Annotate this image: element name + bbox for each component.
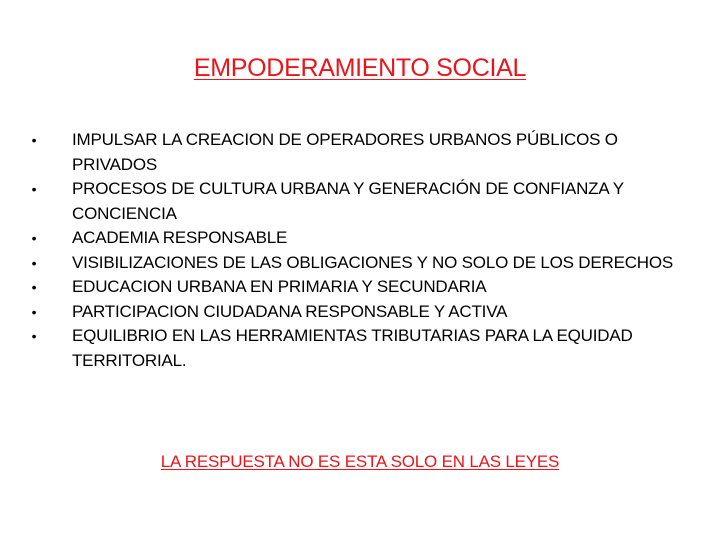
bullet-text: EDUCACION URBANA EN PRIMARIA Y SECUNDARIA xyxy=(72,277,487,296)
bullet-text: EQUILIBRIO EN LAS HERRAMIENTAS TRIBUTARIAS PARA LA EQUIDAD TERRITORIAL. xyxy=(72,326,633,370)
bullet-item xyxy=(28,251,688,276)
bullet-icon: • xyxy=(31,230,37,246)
bullet-text: VISIBILIZACIONES DE LAS OBLIGACIONES Y NO SOLO DE LOS DERECHOS xyxy=(72,252,674,272)
bullet-item xyxy=(28,300,688,325)
bullet-icon: • xyxy=(31,303,37,320)
bullet-list xyxy=(28,128,688,373)
bullet-text: PROCESOS DE CULTURA URBANA Y GENERACIÓN DE CONFIANZA Y CONCIENCIA xyxy=(72,179,624,223)
bullet-item xyxy=(28,275,688,300)
bullet-text: ACADEMIA RESPONSABLE xyxy=(72,228,288,247)
slide-footer-note: LA RESPUESTA NO ES ESTA SOLO EN LAS LEYES xyxy=(160,452,560,471)
bullet-icon: • xyxy=(31,132,37,148)
slide-title: EMPODERAMIENTO SOCIAL xyxy=(193,54,527,82)
bullet-item xyxy=(28,177,688,226)
bullet-text: IMPULSAR LA CREACION DE OPERADORES URBANOS PÚBLICOS O PRIVADOS xyxy=(72,130,618,174)
bullet-item xyxy=(28,226,688,251)
bullet-icon: • xyxy=(31,279,37,295)
bullet-icon: • xyxy=(31,328,37,344)
bullet-icon: • xyxy=(31,181,37,197)
bullet-item xyxy=(28,324,688,373)
bullet-icon: • xyxy=(31,254,37,271)
bullet-item xyxy=(28,128,688,177)
bullet-text: PARTICIPACION CIUDADANA RESPONSABLE Y ACTIVA xyxy=(72,301,508,321)
